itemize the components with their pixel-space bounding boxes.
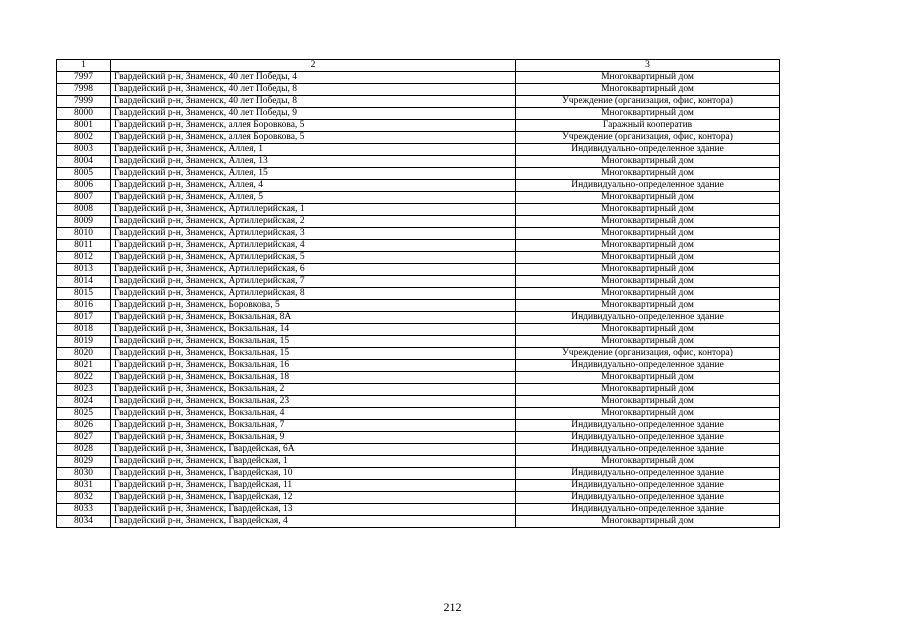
row-address: Гвардейский р-н, Знаменск, Гвардейская, 13 — [111, 504, 516, 516]
row-address: Гвардейский р-н, Знаменск, Вокзальная, 15 — [111, 348, 516, 360]
table-row — [57, 228, 780, 240]
row-address: Гвардейский р-н, Знаменск, 40 лет Победы, 4 — [111, 72, 516, 84]
row-number: 8014 — [57, 276, 111, 288]
table-row — [57, 276, 780, 288]
row-object-type: Многоквартирный дом — [516, 336, 780, 348]
row-object-type: Многоквартирный дом — [516, 456, 780, 468]
row-object-type: Многоквартирный дом — [516, 84, 780, 96]
row-address: Гвардейский р-н, Знаменск, 40 лет Победы, 8 — [111, 96, 516, 108]
table-row — [57, 132, 780, 144]
row-address: Гвардейский р-н, Знаменск, Вокзальная, 15 — [111, 336, 516, 348]
row-number: 8031 — [57, 480, 111, 492]
row-object-type: Учреждение (организация, офис, контора) — [516, 96, 780, 108]
table-row — [57, 312, 780, 324]
row-address: Гвардейский р-н, Знаменск, Аллея, 15 — [111, 168, 516, 180]
row-address: Гвардейский р-н, Знаменск, 40 лет Победы, 9 — [111, 108, 516, 120]
table-row — [57, 432, 780, 444]
row-address: Гвардейский р-н, Знаменск, Вокзальная, 7 — [111, 420, 516, 432]
row-address: Гвардейский р-н, Знаменск, Артиллерийская, 5 — [111, 252, 516, 264]
table-row — [57, 456, 780, 468]
table-row — [57, 144, 780, 156]
row-number: 8015 — [57, 288, 111, 300]
row-object-type: Многоквартирный дом — [516, 288, 780, 300]
table-row — [57, 192, 780, 204]
row-number: 8004 — [57, 156, 111, 168]
row-address: Гвардейский р-н, Знаменск, Гвардейская, 4 — [111, 516, 516, 528]
row-number: 8010 — [57, 228, 111, 240]
row-number: 8018 — [57, 324, 111, 336]
row-number: 8022 — [57, 372, 111, 384]
column-header-1: 1 — [57, 60, 111, 72]
table-row — [57, 156, 780, 168]
row-object-type: Индивидуально-определенное здание — [516, 312, 780, 324]
table-row — [57, 492, 780, 504]
table-row — [57, 516, 780, 528]
row-number: 8027 — [57, 432, 111, 444]
row-number: 8024 — [57, 396, 111, 408]
row-address: Гвардейский р-н, Знаменск, Вокзальная, 14 — [111, 324, 516, 336]
row-object-type: Многоквартирный дом — [516, 384, 780, 396]
row-address: Гвардейский р-н, Знаменск, 40 лет Победы, 8 — [111, 84, 516, 96]
row-object-type: Учреждение (организация, офис, контора) — [516, 132, 780, 144]
row-address: Гвардейский р-н, Знаменск, Артиллерийская, 7 — [111, 276, 516, 288]
table-row — [57, 384, 780, 396]
row-address: Гвардейский р-н, Знаменск, Вокзальная, 4 — [111, 408, 516, 420]
table-row — [57, 348, 780, 360]
row-object-type: Многоквартирный дом — [516, 240, 780, 252]
row-object-type: Индивидуально-определенное здание — [516, 480, 780, 492]
table-row — [57, 120, 780, 132]
row-number: 8012 — [57, 252, 111, 264]
row-number: 8017 — [57, 312, 111, 324]
table-row — [57, 300, 780, 312]
row-address: Гвардейский р-н, Знаменск, Гвардейская, 10 — [111, 468, 516, 480]
row-object-type: Индивидуально-определенное здание — [516, 432, 780, 444]
row-object-type: Индивидуально-определенное здание — [516, 504, 780, 516]
row-object-type: Многоквартирный дом — [516, 168, 780, 180]
row-object-type: Многоквартирный дом — [516, 204, 780, 216]
table-row — [57, 480, 780, 492]
row-address: Гвардейский р-н, Знаменск, Артиллерийская, 3 — [111, 228, 516, 240]
row-address: Гвардейский р-н, Знаменск, Гвардейская, 11 — [111, 480, 516, 492]
table-row — [57, 324, 780, 336]
row-address: Гвардейский р-н, Знаменск, Гвардейская, 12 — [111, 492, 516, 504]
table-row — [57, 444, 780, 456]
row-object-type: Индивидуально-определенное здание — [516, 492, 780, 504]
row-number: 8029 — [57, 456, 111, 468]
row-number: 8023 — [57, 384, 111, 396]
column-header-3: 3 — [516, 60, 780, 72]
row-number: 8007 — [57, 192, 111, 204]
row-address: Гвардейский р-н, Знаменск, аллея Боровкова, 5 — [111, 132, 516, 144]
row-number: 8001 — [57, 120, 111, 132]
row-object-type: Индивидуально-определенное здание — [516, 180, 780, 192]
row-address: Гвардейский р-н, Знаменск, Аллея, 5 — [111, 192, 516, 204]
row-number: 8008 — [57, 204, 111, 216]
row-number: 8030 — [57, 468, 111, 480]
table-row — [57, 468, 780, 480]
row-object-type: Многоквартирный дом — [516, 264, 780, 276]
row-address: Гвардейский р-н, Знаменск, Артиллерийская, 6 — [111, 264, 516, 276]
row-object-type: Индивидуально-определенное здание — [516, 468, 780, 480]
table-row — [57, 288, 780, 300]
row-object-type: Многоквартирный дом — [516, 324, 780, 336]
row-number: 8028 — [57, 444, 111, 456]
row-address: Гвардейский р-н, Знаменск, Артиллерийская, 2 — [111, 216, 516, 228]
row-number: 8034 — [57, 516, 111, 528]
page-number: 212 — [443, 600, 462, 614]
row-address: Гвардейский р-н, Знаменск, Боровкова, 5 — [111, 300, 516, 312]
row-number: 8002 — [57, 132, 111, 144]
table-row — [57, 252, 780, 264]
table-row — [57, 408, 780, 420]
table-row — [57, 168, 780, 180]
row-object-type: Индивидуально-определенное здание — [516, 444, 780, 456]
row-object-type: Многоквартирный дом — [516, 396, 780, 408]
row-address: Гвардейский р-н, Знаменск, Вокзальная, 18 — [111, 372, 516, 384]
table-row — [57, 96, 780, 108]
row-address: Гвардейский р-н, Знаменск, Аллея, 4 — [111, 180, 516, 192]
table-header-row — [57, 60, 780, 72]
row-number: 8021 — [57, 360, 111, 372]
row-object-type: Многоквартирный дом — [516, 72, 780, 84]
row-object-type: Индивидуально-определенное здание — [516, 144, 780, 156]
row-number: 8003 — [57, 144, 111, 156]
column-header-2: 2 — [111, 60, 516, 72]
row-number: 8016 — [57, 300, 111, 312]
row-number: 7997 — [57, 72, 111, 84]
table-row — [57, 396, 780, 408]
row-object-type: Многоквартирный дом — [516, 228, 780, 240]
table-row — [57, 264, 780, 276]
row-number: 8019 — [57, 336, 111, 348]
row-address: Гвардейский р-н, Знаменск, Вокзальная, 9 — [111, 432, 516, 444]
row-object-type: Учреждение (организация, офис, контора) — [516, 348, 780, 360]
row-address: Гвардейский р-н, Знаменск, Аллея, 13 — [111, 156, 516, 168]
row-object-type: Многоквартирный дом — [516, 192, 780, 204]
table-row — [57, 240, 780, 252]
table-row — [57, 84, 780, 96]
row-address: Гвардейский р-н, Знаменск, Артиллерийская, 1 — [111, 204, 516, 216]
table-row — [57, 420, 780, 432]
row-address: Гвардейский р-н, Знаменск, Артиллерийская, 4 — [111, 240, 516, 252]
row-address: Гвардейский р-н, Знаменск, Вокзальная, 23 — [111, 396, 516, 408]
row-object-type: Гаражный кооператив — [516, 120, 780, 132]
row-object-type: Индивидуально-определенное здание — [516, 360, 780, 372]
row-address: Гвардейский р-н, Знаменск, Вокзальная, 16 — [111, 360, 516, 372]
row-object-type: Многоквартирный дом — [516, 372, 780, 384]
row-object-type: Многоквартирный дом — [516, 276, 780, 288]
row-number: 8026 — [57, 420, 111, 432]
row-object-type: Многоквартирный дом — [516, 216, 780, 228]
row-number: 8006 — [57, 180, 111, 192]
table-row — [57, 108, 780, 120]
row-object-type: Индивидуально-определенное здание — [516, 420, 780, 432]
row-object-type: Многоквартирный дом — [516, 300, 780, 312]
table-row — [57, 504, 780, 516]
row-number: 8025 — [57, 408, 111, 420]
row-number: 8032 — [57, 492, 111, 504]
row-object-type: Многоквартирный дом — [516, 156, 780, 168]
table-row — [57, 216, 780, 228]
table-row — [57, 372, 780, 384]
row-address: Гвардейский р-н, Знаменск, аллея Боровкова, 5 — [111, 120, 516, 132]
row-object-type: Многоквартирный дом — [516, 108, 780, 120]
row-object-type: Многоквартирный дом — [516, 408, 780, 420]
row-address: Гвардейский р-н, Знаменск, Гвардейская, 6А — [111, 444, 516, 456]
row-number: 8013 — [57, 264, 111, 276]
row-number: 8033 — [57, 504, 111, 516]
table-row — [57, 72, 780, 84]
table-row — [57, 204, 780, 216]
registry-table-body — [57, 60, 780, 528]
row-address: Гвардейский р-н, Знаменск, Гвардейская, 1 — [111, 456, 516, 468]
row-number: 8005 — [57, 168, 111, 180]
table-row — [57, 360, 780, 372]
row-object-type: Многоквартирный дом — [516, 516, 780, 528]
table-row — [57, 336, 780, 348]
row-number: 8011 — [57, 240, 111, 252]
row-number: 8009 — [57, 216, 111, 228]
row-number: 8000 — [57, 108, 111, 120]
row-address: Гвардейский р-н, Знаменск, Аллея, 1 — [111, 144, 516, 156]
registry-table — [56, 59, 780, 528]
row-address: Гвардейский р-н, Знаменск, Вокзальная, 8А — [111, 312, 516, 324]
row-object-type: Многоквартирный дом — [516, 252, 780, 264]
row-number: 7998 — [57, 84, 111, 96]
row-number: 7999 — [57, 96, 111, 108]
table-row — [57, 180, 780, 192]
row-address: Гвардейский р-н, Знаменск, Вокзальная, 2 — [111, 384, 516, 396]
row-address: Гвардейский р-н, Знаменск, Артиллерийская, 8 — [111, 288, 516, 300]
row-number: 8020 — [57, 348, 111, 360]
